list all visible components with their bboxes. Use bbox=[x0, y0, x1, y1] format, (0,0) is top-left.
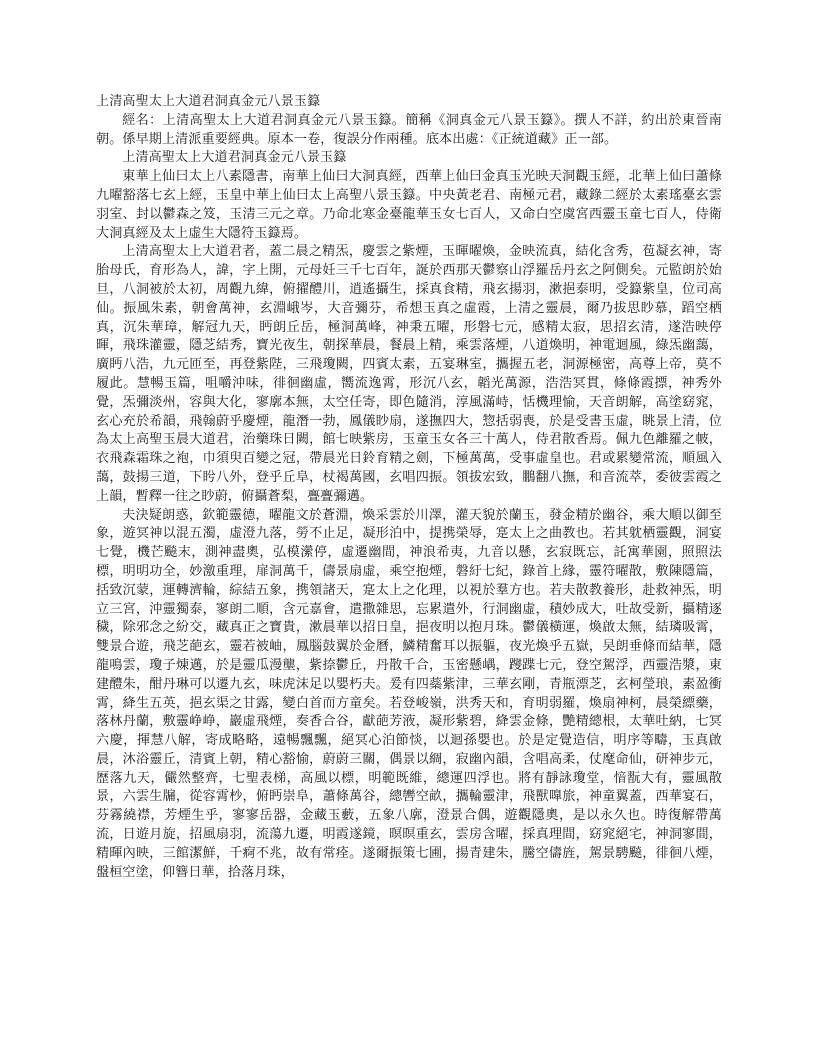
document-title: 上清高聖太上大道君洞真金元八景玉籙 bbox=[96, 93, 321, 108]
body-paragraph-1: 東華上仙曰太上八素隱書，南華上仙曰大洞真經，西華上仙曰金真玉光映天洞觀玉經，北華上仙曰蕭條九曜豁落七玄上經，玉皇中華上仙曰太上高聖八景玉籙。中央黃老君、南極元君，藏錄二經於太素瑤臺玄雲羽室、封以鬱森之笈，玉清三元之章。乃命北寒金臺龍華玉女七百人，又命白空虞宮西靈玉童七百人，侍衛大洞真經及太上虛生大隱符玉籙焉。 bbox=[96, 168, 722, 240]
abstract-paragraph: 經名：上清高聖太上大道君洞真金元八景玉籙。簡稱《洞真金元八景玉籙》。撰人不詳，約出於東晉南朝。係早期上清派重要經典。原本一卷，復誤分作兩種。底本出處：《正統道藏》正一部。 bbox=[96, 111, 722, 146]
body-paragraph-3: 夫決疑朗惑，欽範靈德，曜龍文於蒼淵，煥采雲於川澤，灌天貌於蘭玉，發金精於幽谷，乘大順以御至象，遊冥神以混五濁，虛澄九落，勞不止足，凝形泊中，提携榮辱，寔太上之曲教也。若其躭栖靈觀，洞宴七覺，機芒飈末，測神盡奧，弘模瀠停，虛遷幽間，神浪希夷，九音以懸，玄寂既忘，託寓華園，照照法標，明明功全，妙激重理，扉洞萬千，儔景扇虛，乘空抱煙，磐紆七紀，錄首上緣，靈符曜散，敷陳隱篇，括致沉蒙，運轉濟輪，綜結五象，携領諸天，寔太上之化理，以視於羣方也。若夫散教養形，赴救神炁，明立三宮，沖靈獨泰，寥朗二順，含元嘉會，遣撒雜思，忘累遣外，行洞幽虛，積妙成大，吐故受新，攝精逐穢，除邪念之紛交，藏真正之寶貴，漱晨華以招日皇，挹夜明以抱月珠。鬱儀橫運，煥啟太無，結璘吸霄，雙景合遊，飛芝葩玄，靈若被岫，鳳腦鼓翼於金曆，鱗精奮耳以振軀，夜光煥乎五嶽，旲朗垂條而結華，隱龍鳴雲，瓊子煉邁，於是靈瓜漫壟，紫捺鬱丘，丹散千合，玉密懸嵎，躞蹀七元，登空駕浮，西靈浩漿，東建醴朱，酣丹琳可以遷九玄，味虎沫足以嬰朽夫。爰有四蘂紫津，三華玄剛，青瓶漂芝，玄柯瑩琅，素盈衝霄，絳生五英，挹玄渠之甘露，變白首而方童矣。若登峻嶺，洪秀天和，育明弱羅，煥扇神柯，晨榮縹藥，落林丹蘭，敷靈峥峥，巖虛飛煙，奏香合谷，獻葩芳液，凝形紫碧，絳雲金條，艷精總根，太華吐納，七冥六慶，揮慧八解，寄成略略，遠暢飄飄，絕冥心泊節惔，以迴孫嬰也。於是定覺造信，明序等疇，玉真啟晨，沐浴靈丘，清賓上朝，精心豁愉，蔚蔚三關，偶景以綢，寂幽內韻，含唱高柔，仗麾命仙，研神步元，歷落九天，儼然整齊，七聖表梯，高風以標，明範既維，總運四浮也。將有靜詠瓊堂，愔翫大有，靈風散景，六雲生牖，從容霄杪，俯眄崇阜，蕭條萬谷，總轡空畝，攜輪靈津，飛獸嘷旅，神童翼蓋，西華宴石，芬霧繞襟，芳煙生乎，寥寥岳器，金藏玉藪，五象八廓，澄景合偶，遊觀隱奧，是以永久也。時復解帶萬流，日遊月旋，招風扇羽，流蕩九遷，明霞遂鏡，暝暝重玄，雲房含曜，採真理間，窈窕絕宅，神洞寥間，精暉內映，三館潔鮮，千痾不兆，故有常痊。遂爾振策七圃，揚青建朱，騰空儔旌，駕景騁飈，徘徊八煙，盤桓空塗，仰簪日華，拾落月珠， bbox=[96, 506, 722, 879]
section-title: 上清高聖太上大道君洞真金元八景玉籙 bbox=[122, 149, 347, 165]
body-paragraph-2: 上清高聖太上大道君者，蓋二晨之精炁，慶雲之紫煙，玉暉曜煥，金映流真，結化含秀，苞凝玄神，寄胎母氏，育形為人，諱，字上開，元母妊三千七百年，誕於西那天鬱察山浮羅岳丹玄之阿側矣。元監朗於始旦，八洞被於太初，周觀九緯，俯擢醴川，逍遙攝生，採真食精，飛玄揚羽，漱挹泰明，受籙紫皇，位司高仙。振風朱素，朝會萬神，玄淵峨岑，大音彌芬，希想玉真之虛霞，上清之靈晨，爾乃拔思眇慕，蹈空栖真，沉朱華璋，解冠九天，眄朗丘岳，極洞萬峰，神秉五曜，形磐七元，感精太寂，思招玄清，遂浩映停暉，飛珠灌靈，隱芝結秀，寶光夜生，朝探華晨，餐晨上精，乘雲落煙，八道煥明，神電迴風，綠炁幽藹，廣眄八浩，九元匝至，再登紫陛，三飛瓊闕，四賓太素，五宴琳室，攜握五老，洞源極密，高尊上帝，莫不履此。慧暢玉篇，咀嚼沖味，徘徊幽虛，嚮流逸霄，形沉八玄，韜光萬源，浩浩冥貫，條條霞摽，神秀外覺，炁彌淡州，容與大化，寥廓本無，太空任寄，即色隨消，淳風滿峙，恬機理愉，天音朗解，高塗窈窕，玄心充於希韻，飛翰蔚乎慶煙，龍潛一勃，鳳儀眇扇，遂撫四大，惣括弱喪，於是受書玉虛，眺景上清，位為太上高聖玉晨大道君，治藥珠日闕，館七映紫房，玉童玉女各三十萬人，侍君散香焉。佩九色離羅之帔，衣飛森霜珠之袍，巾須臾百變之冠，帶晨光日鈴育精之劍，下極萬萬，受事虛皇也。君或累變常流，順風入藹，鼓揚三道，下盻八外，登乎丘阜，杖褐萬國，玄唱四振。領拔宏致，鵬翻八撫，和音流萃，委彼雲霞之上韻，暫釋一往之眇蔚，俯攝蒼梨，亹亹彌邁。 bbox=[96, 243, 722, 503]
document-page bbox=[96, 92, 722, 881]
